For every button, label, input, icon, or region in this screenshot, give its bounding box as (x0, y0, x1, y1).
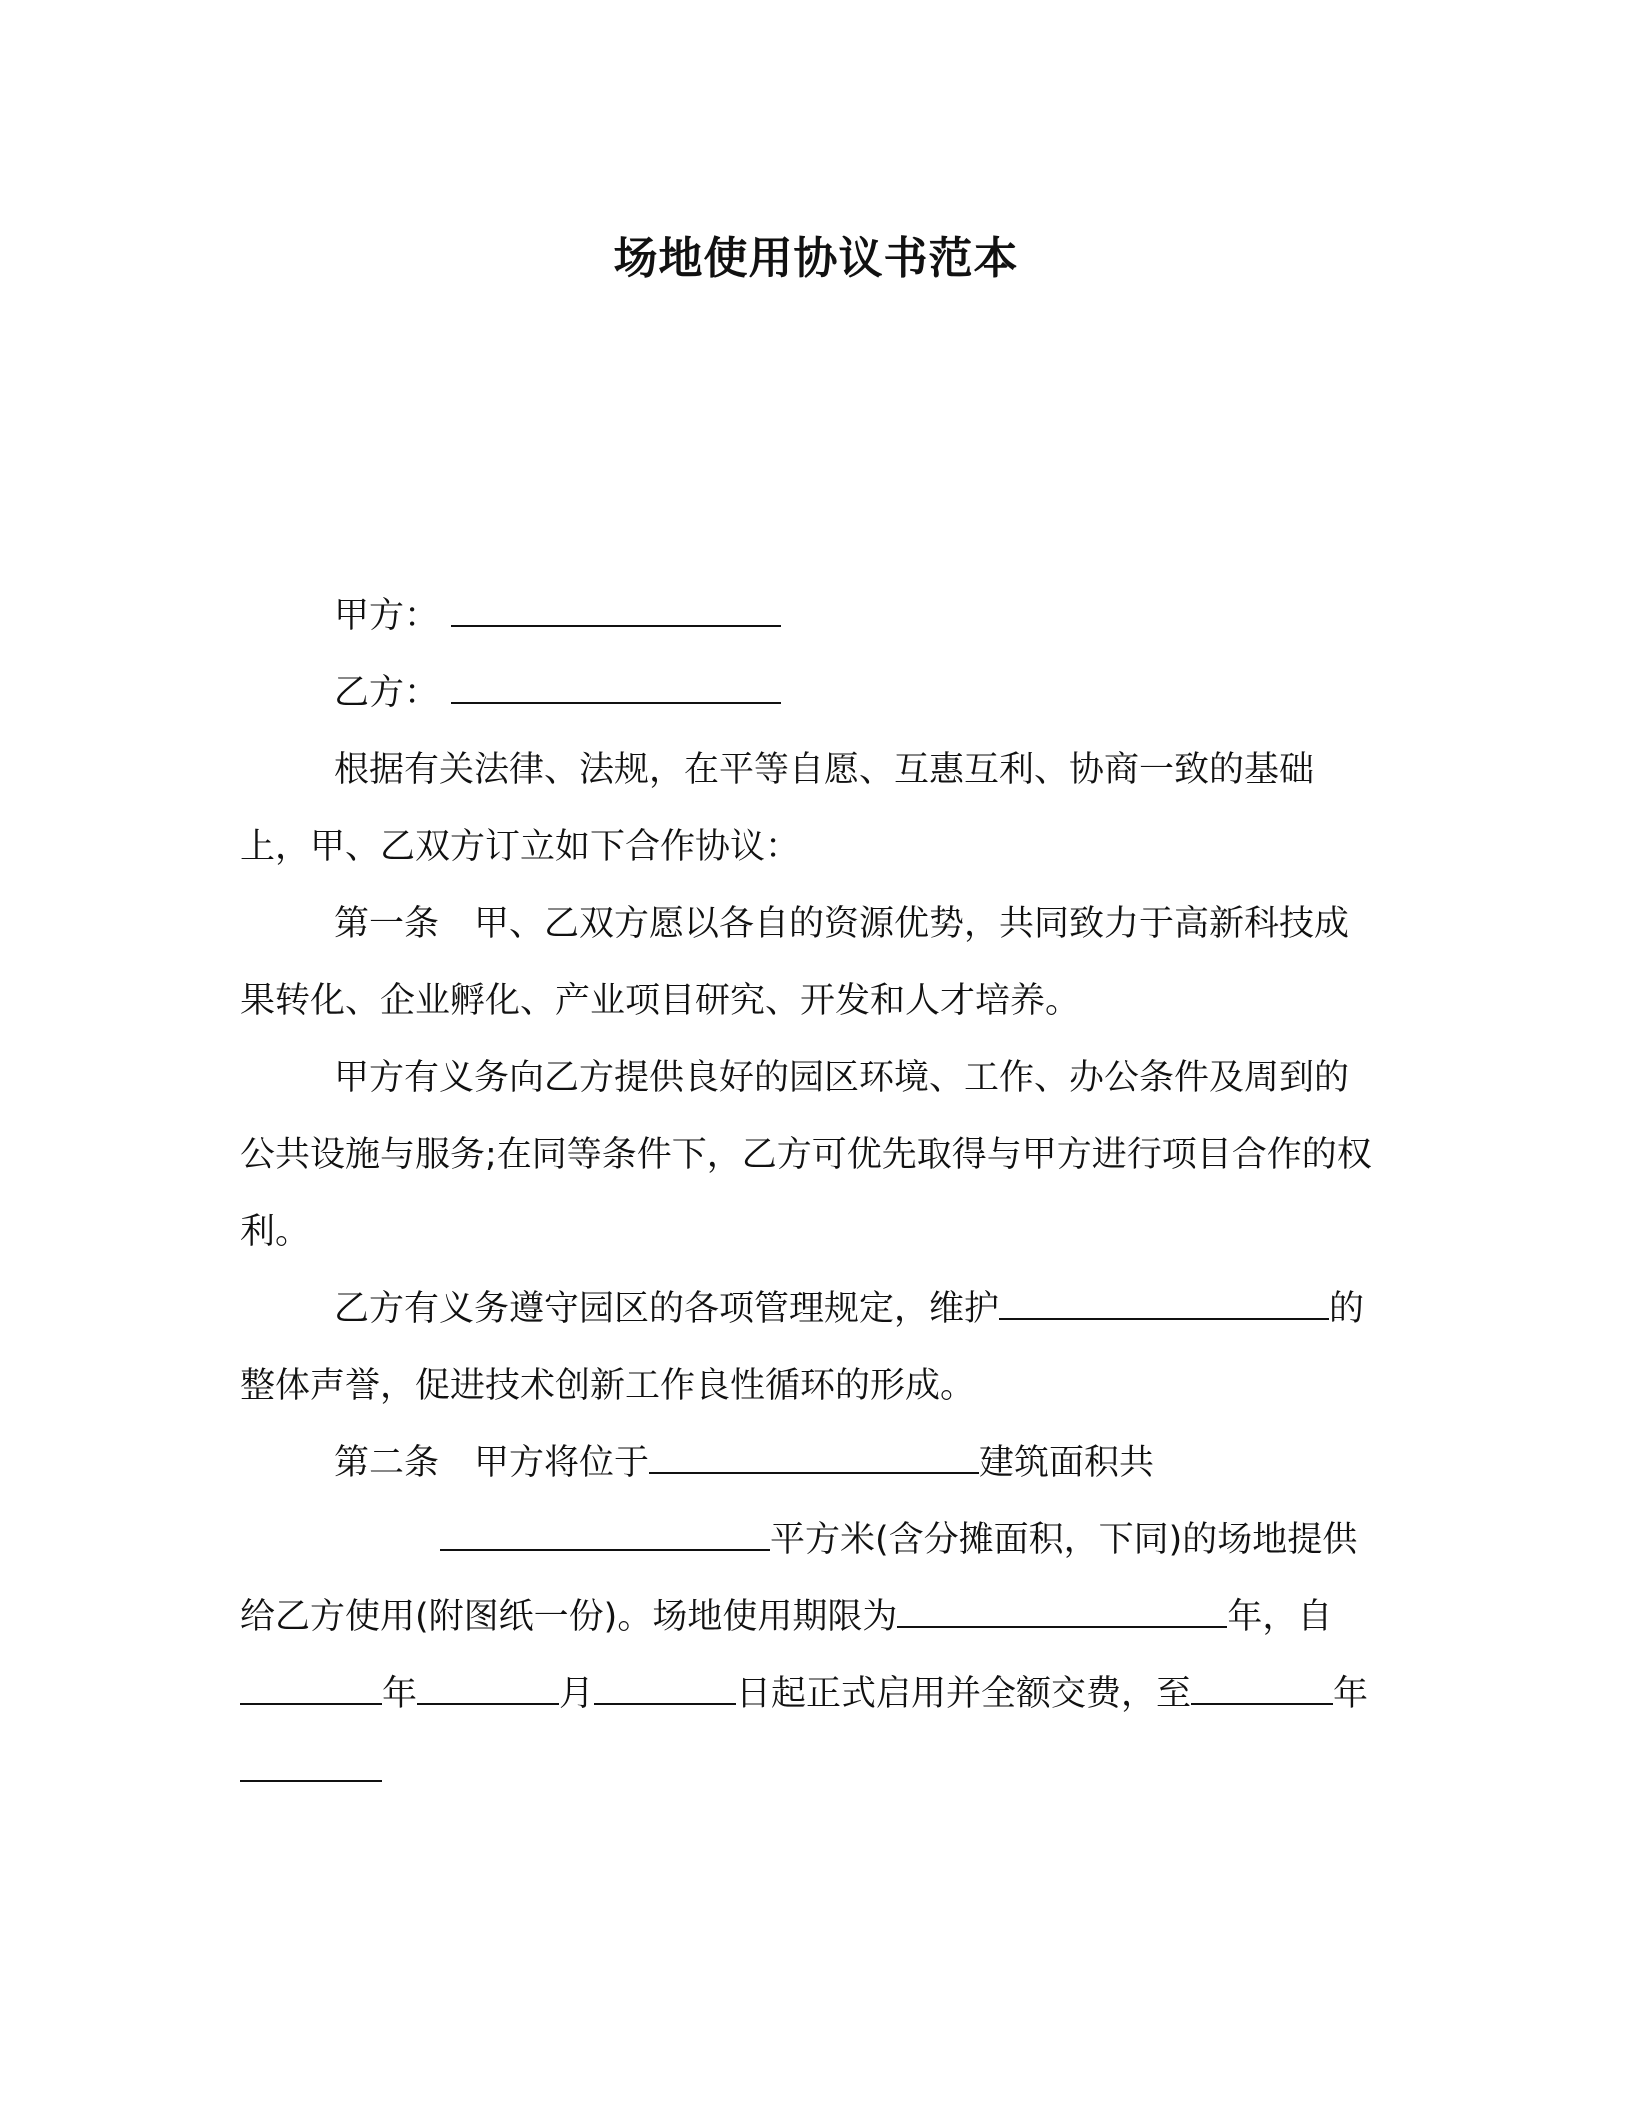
party-b-blank (451, 672, 781, 704)
article-2-part-d: (附图纸一份)。场地使用期限为 (415, 1597, 898, 1637)
article-2-part-h: 日起正式启用并全额交费，至 (736, 1674, 1192, 1714)
party-a-duty-line-2: 的公共设施与服务;在同等条件下，乙方可优先取得与甲方进行项目合 (240, 1058, 1350, 1175)
party-b-duty-paragraph (240, 1271, 1380, 1425)
intro-line-2: 上，甲、乙双方订立如下合作协议： (240, 827, 801, 867)
end-month-blank (240, 1750, 382, 1782)
start-day-blank (594, 1673, 736, 1705)
article-2-paragraph (240, 1425, 1380, 1810)
party-b-label: 乙方： (334, 673, 440, 713)
article-2-part-b: 建筑面积共 (979, 1443, 1155, 1483)
document-title: 场地使用协议书范本 (613, 233, 1019, 284)
article-2-part-c: 平方米(含分摊面积，下同)的场地提供给乙方使用 (240, 1520, 1358, 1637)
term-years-blank (897, 1596, 1227, 1628)
party-a-duty-line-3: 作的权利。 (240, 1135, 1372, 1252)
party-b-duty-line-1: 乙方有义务遵守园区的各项管理规定，维护 (334, 1289, 1000, 1329)
start-year-blank (240, 1673, 382, 1705)
article-2-part-f: 年 (382, 1674, 418, 1714)
maintain-blank (999, 1288, 1329, 1320)
article-2-part-i: 年 (1333, 1674, 1369, 1714)
article-1-paragraph (240, 886, 1380, 1040)
end-year-blank (1191, 1673, 1333, 1705)
party-a-duty-line-1: 甲方有义务向乙方提供良好的园区环境、工作、办公条件及周到 (334, 1058, 1315, 1098)
article-1-line-2: 成果转化、企业孵化、产业项目研究、开发和人才培养。 (240, 904, 1350, 1021)
location-blank (649, 1442, 979, 1474)
document-body (240, 578, 1380, 1810)
party-a-line (240, 578, 1380, 655)
party-b-duty-line-2: 的整体声誉，促进技术创新工作良性循环的形成。 (240, 1289, 1365, 1406)
party-a-blank (451, 595, 781, 627)
article-2-part-e: 年，自 (1227, 1597, 1333, 1637)
intro-paragraph (240, 732, 1380, 886)
start-month-blank (417, 1673, 559, 1705)
article-2-part-g: 月 (559, 1674, 595, 1714)
party-b-line (240, 655, 1380, 732)
article-2-part-a: 第二条 甲方将位于 (334, 1443, 650, 1483)
article-1-line-1: 第一条 甲、乙双方愿以各自的资源优势，共同致力于高新科技 (334, 904, 1315, 944)
party-a-duty-paragraph (240, 1040, 1380, 1271)
intro-line-1: 根据有关法律、法规，在平等自愿、互惠互利、协商一致的基础 (334, 750, 1315, 790)
area-blank (440, 1519, 770, 1551)
party-a-label: 甲方： (334, 596, 440, 636)
